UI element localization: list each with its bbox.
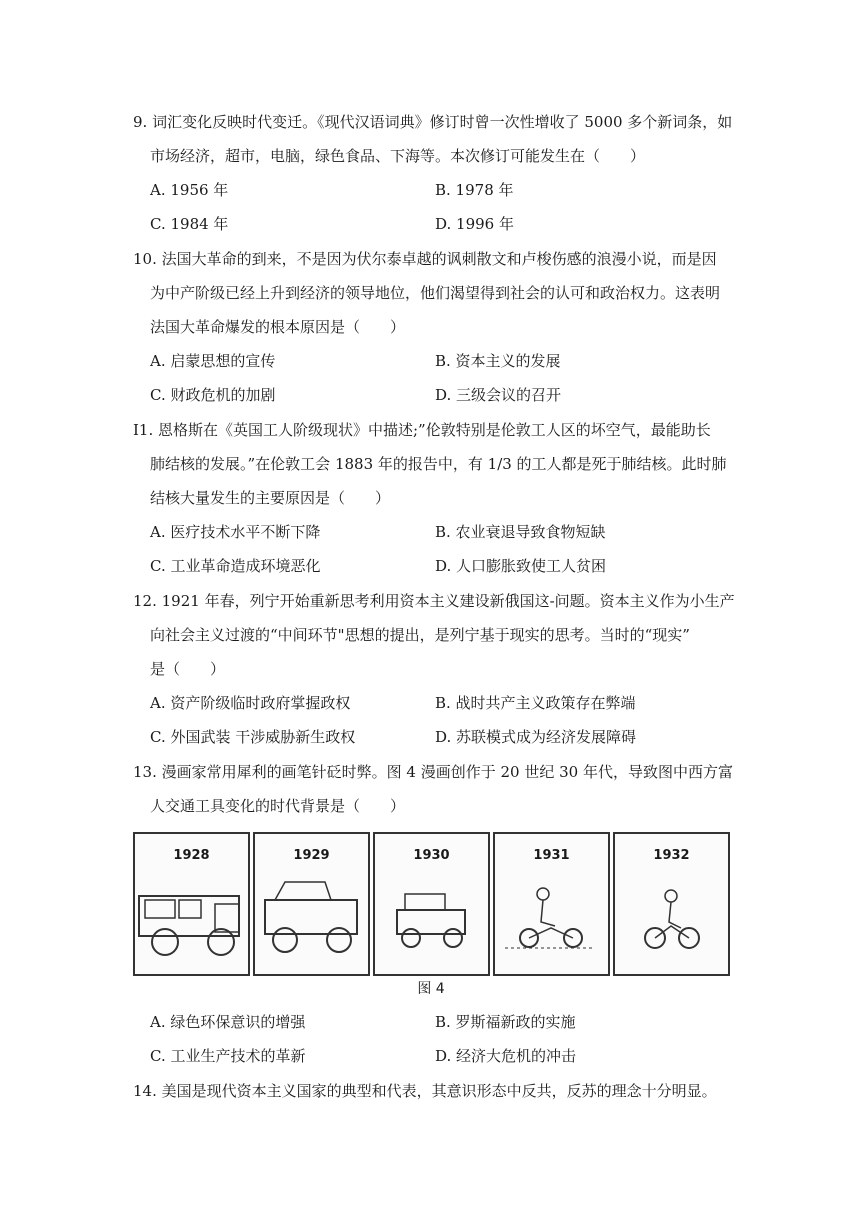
cartoon-panel-1931 [493,832,610,976]
q12-stem-line3: 是（ ） [150,660,226,678]
panel-year: 1930 [413,848,450,863]
panel-year: 1931 [533,848,570,863]
q9-option-a: A. 1956 年 [150,181,229,199]
cartoon-panel-1928 [133,832,250,976]
q10-option-b: B. 资本主义的发展 [435,352,561,370]
figure-caption: 图 4 [417,981,445,997]
q12-option-c: C. 外国武装 干涉威胁新生政权 [150,728,356,746]
cartoon-figure [133,828,729,998]
q10-stem-line1: 10. 法国大革命的到来，不是因为伏尔泰卓越的讽刺散文和卢梭伤感的浪漫小说，而是因 [133,250,717,268]
q12-stem-line2: 向社会主义过渡的“中间环节"思想的提出，是列宁基于现实的思考。当时的“现实” [150,626,690,644]
q11-option-b: B. 农业衰退导致食物短缺 [435,523,606,541]
q10-stem-line3: 法国大革命爆发的根本原因是（ ） [150,318,406,336]
limousine-icon [135,834,248,974]
q10-stem-line2: 为中产阶级已经上升到经济的领导地位，他们渴望得到社会的认可和政治权力。这表明 [150,284,721,302]
small-car-icon [375,834,488,974]
q11-option-c: C. 工业革命造成环境恶化 [150,557,321,575]
q9-stem-line2: 市场经济，超市，电脑，绿色食品、下海等。本次修订可能发生在（ ） [150,147,646,165]
panel-year: 1928 [173,848,210,863]
q9-option-c: C. 1984 年 [150,215,229,233]
q9-option-d: D. 1996 年 [435,215,514,233]
panel-year: 1932 [653,848,690,863]
q14-stem-line1: 14. 美国是现代资本主义国家的典型和代表，其意识形态中反共，反苏的理念十分明显。 [133,1082,717,1100]
motorcycle-sidecar-icon [495,834,608,974]
q9-stem-line1: 9. 词汇变化反映时代变迁。《现代汉语词典》修订时曾一次性增收了 5000 多个新词条，如 [133,113,733,131]
q13-option-c: C. 工业生产技术的革新 [150,1047,306,1065]
touring-car-icon [255,834,368,974]
cartoon-panel-1929 [253,832,370,976]
q12-option-a: A. 资产阶级临时政府掌握政权 [150,694,351,712]
bicycle-icon [615,834,728,974]
q11-stem-line1: I1. 恩格斯在《英国工人阶级现状》中描述;”伦敦特别是伦敦工人区的坏空气，最能助长 [133,421,711,439]
q13-stem-line2: 人交通工具变化的时代背景是（ ） [150,797,406,815]
q13-option-a: A. 绿色环保意识的增强 [150,1013,306,1031]
q10-option-a: A. 启蒙思想的宣传 [150,352,276,370]
q11-option-a: A. 医疗技术水平不断下降 [150,523,321,541]
q12-stem-line1: 12. 1921 年春，列宁开始重新思考利用资本主义建设新俄国这-问题。资本主义作为小生产 [133,592,735,610]
q13-option-d: D. 经济大危机的冲击 [435,1047,577,1065]
q13-stem-line1: 13. 漫画家常用犀利的画笔针砭时弊。图 4 漫画创作于 20 世纪 30 年代，导致图中西方富 [133,763,733,781]
q10-option-d: D. 三级会议的召开 [435,386,562,404]
q11-stem-line3: 结核大量发生的主要原因是（ ） [150,489,391,507]
cartoon-panel-1930 [373,832,490,976]
q12-option-d: D. 苏联模式成为经济发展障碍 [435,728,637,746]
q13-option-b: B. 罗斯福新政的实施 [435,1013,576,1031]
q11-option-d: D. 人口膨胀致使工人贫困 [435,557,607,575]
panel-year: 1929 [293,848,330,863]
q9-option-b: B. 1978 年 [435,181,514,199]
q10-option-c: C. 财政危机的加剧 [150,386,276,404]
cartoon-panel-1932 [613,832,730,976]
q12-option-b: B. 战时共产主义政策存在弊端 [435,694,636,712]
q11-stem-line2: 肺结核的发展。”在伦敦工会 1883 年的报告中，有 1/3 的工人都是死于肺结核。此时肺 [150,455,727,473]
